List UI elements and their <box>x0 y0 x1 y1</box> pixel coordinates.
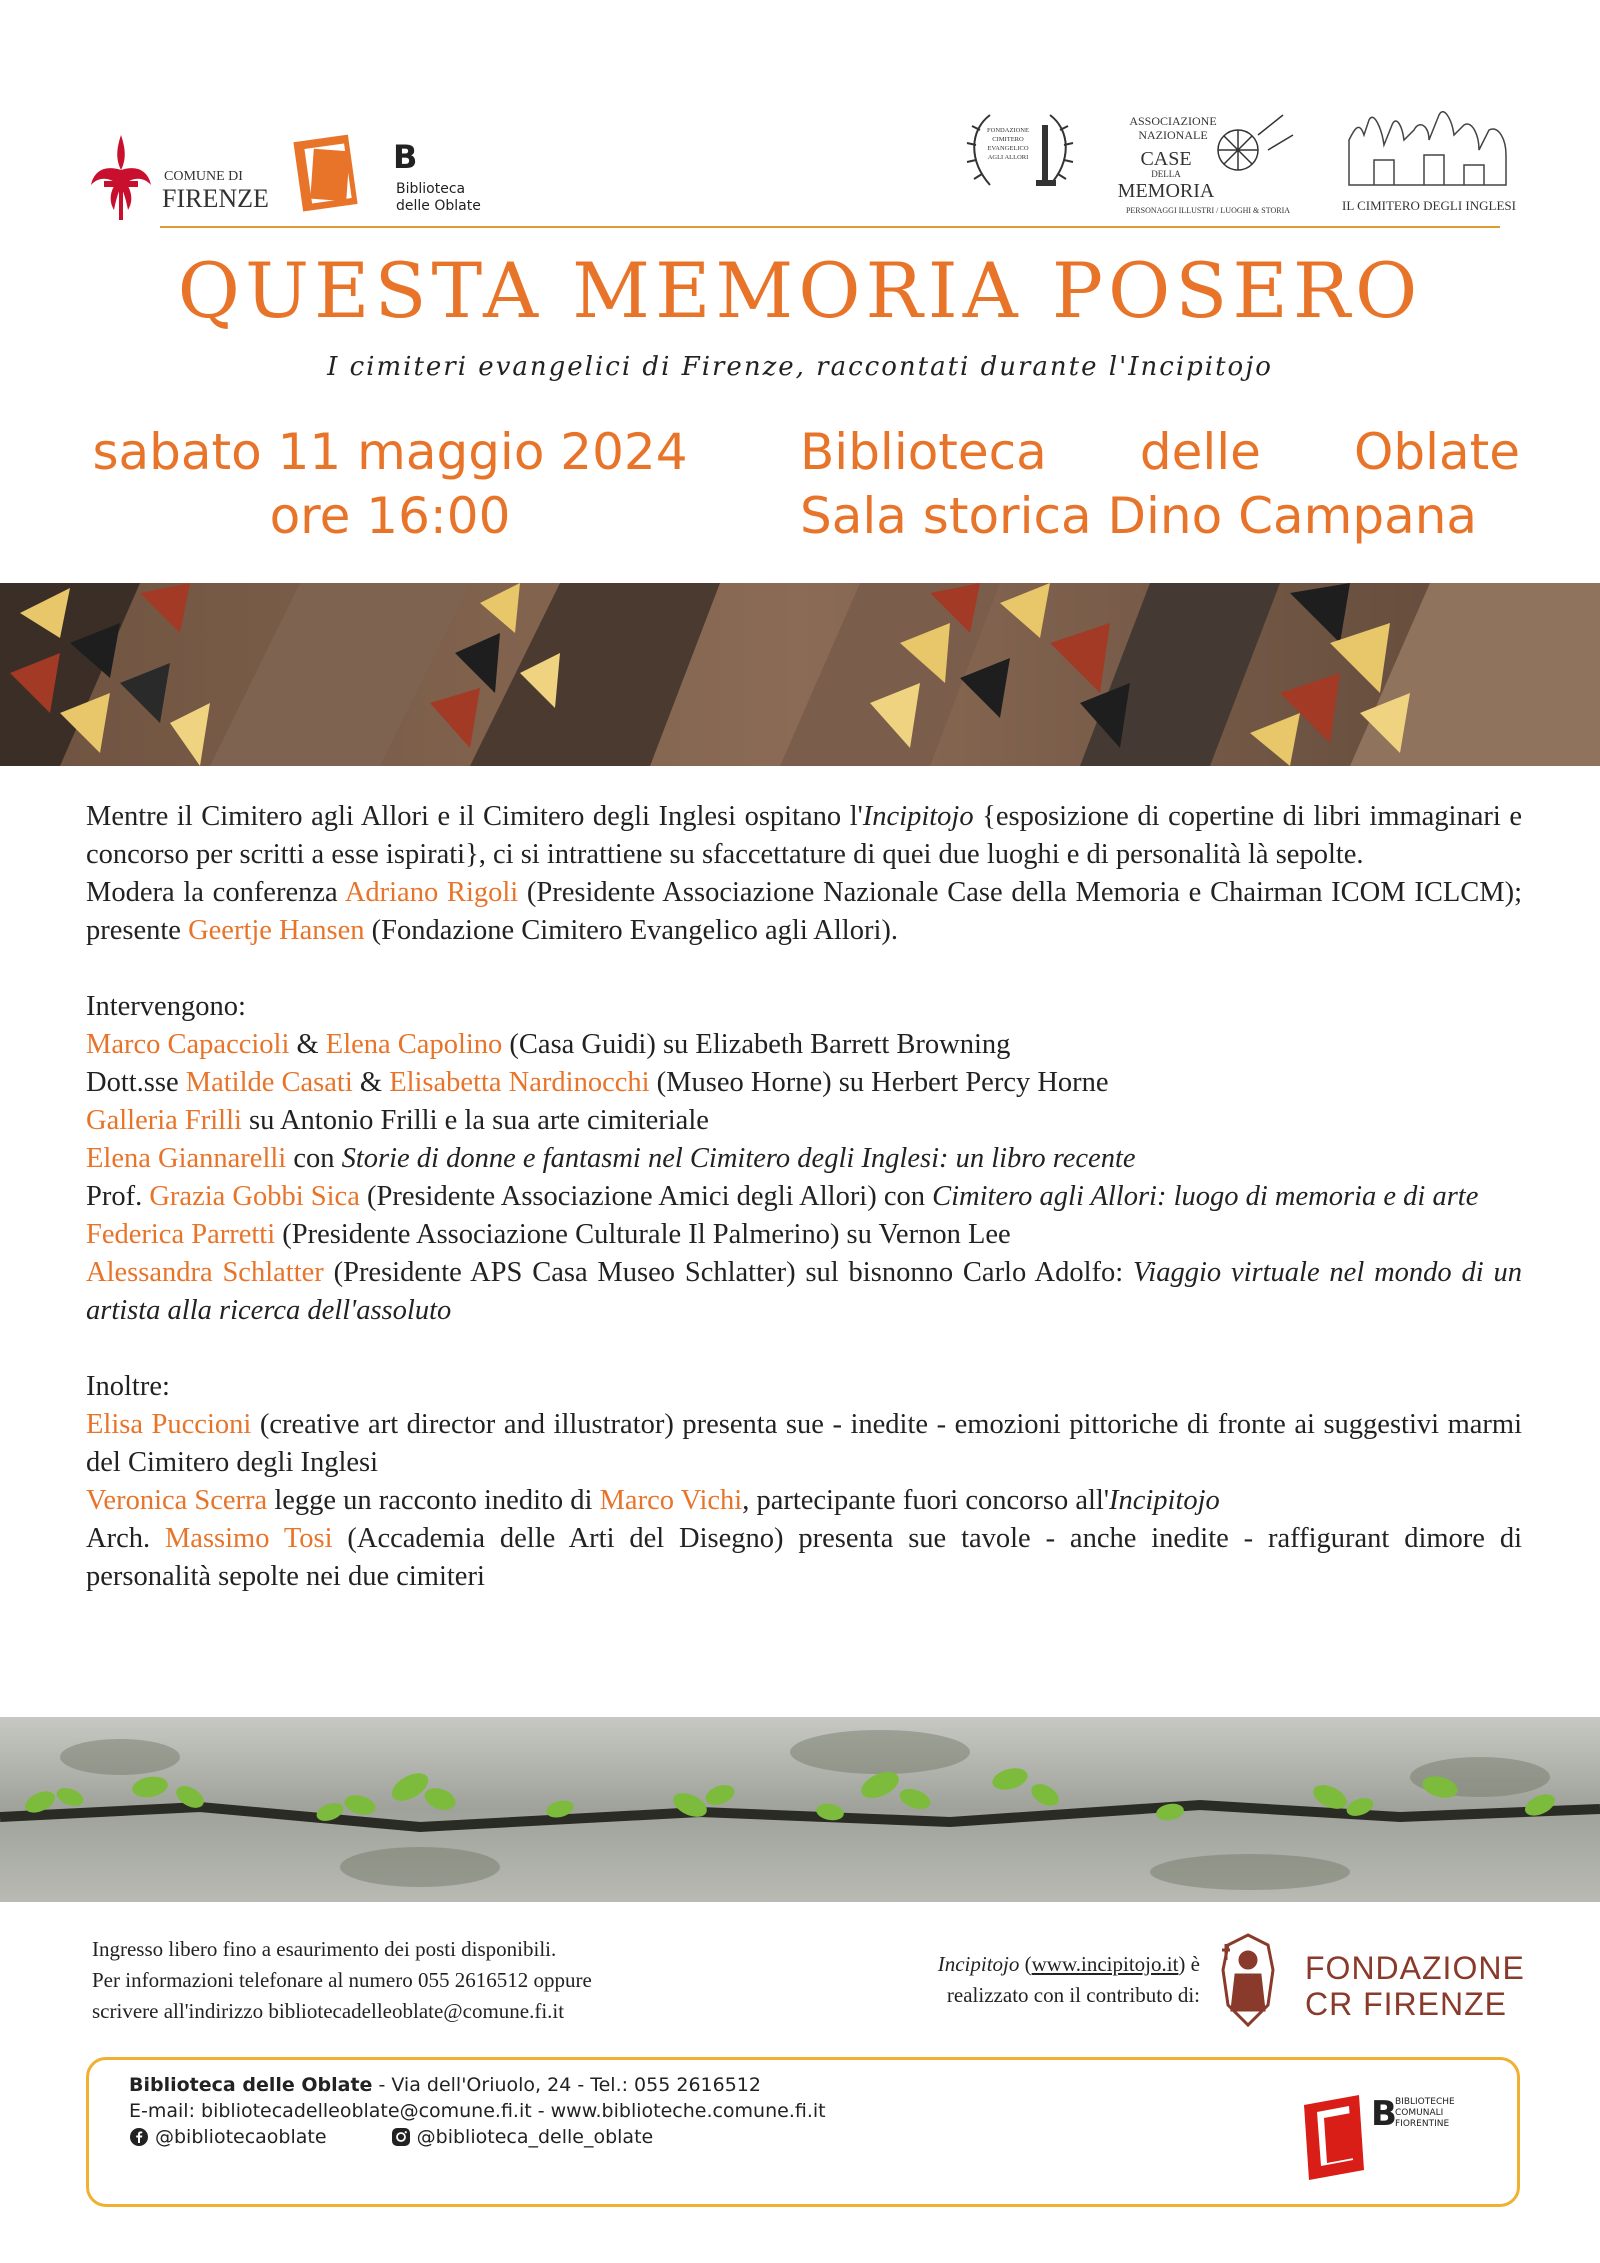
speaker-name: Federica Parretti <box>86 1219 276 1250</box>
speaker-line-4 <box>86 1140 1522 1178</box>
speakers-heading: Intervengono: <box>86 991 246 1022</box>
speaker-line-1 <box>86 1026 1522 1064</box>
speaker-prefix: Dott.sse <box>86 1067 186 1098</box>
firenze-logo-line1: COMUNE DI <box>164 169 243 184</box>
instagram-handle[interactable] <box>391 2124 654 2150</box>
speaker-name: Elena Giannarelli <box>86 1143 287 1174</box>
intro-paragraph-2 <box>86 874 1522 950</box>
speaker-title: Storie di donne e fantasmi nel Cimitero degli Inglesi: un libro recente <box>341 1143 1136 1174</box>
case-logo-line1: ASSOCIAZIONE <box>1129 114 1217 128</box>
bcf-logo-line1: BIBLIOTECHE <box>1395 2097 1455 2107</box>
speaker-connector: con <box>286 1143 342 1174</box>
event-description <box>86 798 1522 1596</box>
speaker-prefix: Prof. <box>86 1181 150 1212</box>
wheel-icon <box>1218 115 1293 170</box>
speaker-name: Elena Capolino <box>325 1029 503 1060</box>
incipitojo-link[interactable]: www.incipitojo.it <box>1031 1952 1179 1976</box>
instagram-icon <box>391 2127 411 2147</box>
incipitojo-name: Incipitojo <box>937 1952 1020 1976</box>
cimitero-inglesi-logo <box>1334 100 1524 220</box>
contact-email-web: E-mail: bibliotecadelleoblate@comune.fi.it - www.biblioteche.comune.fi.it <box>129 2100 826 2122</box>
poster-title: QUESTA MEMORIA POSERO <box>177 246 1423 335</box>
speaker-name: Alessandra Schlatter <box>86 1257 324 1288</box>
access-line-1: Ingresso libero fino a esaurimento dei posti disponibili. <box>92 1937 557 1961</box>
venue-room: Sala storica Dino Campana <box>800 487 1478 545</box>
sponsor-note: Incipitojo (www.incipitojo.it) è realizzato con il contributo di: <box>870 1949 1200 2011</box>
intro-text: Mentre il Cimitero agli Allori e il Cimitero degli Inglesi ospitano l' <box>86 801 863 832</box>
moderator-role: (Presidente Associazione Nazionale Case della Memoria e Chairman ICOM ICLCM); presente <box>86 877 1523 946</box>
case-logo-line6: PERSONAGGI ILLUSTRI / LUOGHI & STORIA <box>1125 206 1291 215</box>
allori-logo-line4: AGLI ALLORI <box>987 154 1029 161</box>
access-line-2: Per informazioni telefonare al numero 055 2616512 oppure <box>92 1968 592 1992</box>
event-venue <box>800 420 1520 548</box>
florence-lily-icon <box>91 135 151 220</box>
incipitojo-title: Incipitojo <box>1108 1485 1220 1516</box>
poster-subtitle: I cimiteri evangelici di Firenze, raccontati durante l'Incipitojo <box>327 352 1273 382</box>
moderator-intro: Modera la conferenza <box>86 877 345 908</box>
speaker-role: (Presidente APS Casa Museo Schlatter) sul bisnonno Carlo Adolfo: <box>323 1257 1133 1288</box>
author-name: Marco Vichi <box>599 1485 743 1516</box>
speaker-topic: (creative art director and illustrator) presenta sue - inedite - emozioni pittoriche di fronte ai suggestivi marmi del Cimitero degli Inglesi <box>86 1409 1522 1478</box>
firenze-logo-line2: FIRENZE <box>162 184 269 213</box>
fondazione-allori-logo <box>960 100 1080 200</box>
intro-incipitojo: Incipitojo <box>862 801 974 832</box>
allori-logo-line1: FONDAZIONE <box>987 127 1029 134</box>
speaker-connector: legge un racconto inedito di <box>267 1485 600 1516</box>
obelisk-icon <box>1036 125 1056 186</box>
bcf-logo-letter: B <box>1371 2094 1397 2134</box>
extras-line-1 <box>86 1406 1522 1482</box>
speaker-amp: & <box>352 1067 390 1098</box>
case-logo-line4: DELLA <box>1151 169 1181 179</box>
speaker-role: (Presidente Associazione Amici degli Allori) con <box>359 1181 933 1212</box>
stone-sprouts-photo <box>0 1717 1600 1902</box>
speaker-topic: , partecipante fuori concorso all' <box>742 1485 1109 1516</box>
contact-box <box>86 2057 1520 2207</box>
oblate-logo-line2: delle Oblate <box>396 198 481 214</box>
venue-word-2: delle <box>1139 423 1261 481</box>
biblioteca-oblate-logo <box>298 128 481 223</box>
allori-logo-line3: EVANGELICO <box>987 145 1029 152</box>
speaker-topic: (Museo Horne) su Herbert Percy Horne <box>649 1067 1109 1098</box>
contact-details <box>129 2072 826 2154</box>
mosaic-photo <box>0 583 1600 766</box>
speaker-name: Marco Capaccioli <box>86 1029 290 1060</box>
speaker-name: Elisa Puccioni <box>86 1409 252 1440</box>
speaker-name: Grazia Gobbi Sica <box>149 1181 360 1212</box>
oblate-logo-line1: Biblioteca <box>396 181 466 197</box>
facebook-handle[interactable] <box>129 2124 327 2150</box>
cypress-hill-icon <box>1349 112 1506 185</box>
instagram-handle-text: @biblioteca_delle_oblate <box>416 2126 654 2148</box>
speaker-name: Matilde Casati <box>185 1067 353 1098</box>
bcf-book-icon <box>1304 2095 1364 2180</box>
extras-heading: Inoltre: <box>86 1371 170 1402</box>
contact-library-name: Biblioteca delle Oblate <box>129 2074 373 2096</box>
speaker-amp: & <box>289 1029 326 1060</box>
speaker-line-7 <box>86 1254 1522 1330</box>
speaker-name: Elisabetta Nardinocchi <box>389 1067 650 1098</box>
guest-name: Geertje Hansen <box>188 915 365 946</box>
moderator-name: Adriano Rigoli <box>344 877 519 908</box>
guest-role: (Fondazione Cimitero Evangelico agli Allori). <box>364 915 899 946</box>
speaker-name: Massimo Tosi <box>164 1523 333 1554</box>
speaker-title: Viaggio virtuale nel mondo di un artista alla ricerca dell'assoluto <box>86 1257 1523 1326</box>
biblioteche-comunali-fiorentine-logo <box>1299 2080 1469 2195</box>
case-logo-line2: NAZIONALE <box>1138 128 1208 142</box>
case-logo-line5: MEMORIA <box>1117 180 1215 202</box>
speaker-prefix: Arch. <box>86 1523 165 1554</box>
facebook-handle-text: @bibliotecaoblate <box>155 2126 327 2148</box>
speaker-topic: (Casa Guidi) su Elizabeth Barrett Browning <box>502 1029 1011 1060</box>
speaker-title: Cimitero agli Allori: luogo di memoria e di arte <box>932 1181 1479 1212</box>
event-date: sabato 11 maggio 2024 <box>92 423 688 481</box>
extras-line-2 <box>86 1482 1522 1520</box>
venue-word-1: Biblioteca <box>800 423 1047 481</box>
facebook-icon <box>129 2127 149 2147</box>
case-logo-line3: CASE <box>1140 148 1192 170</box>
speaker-topic: (Accademia delle Arti del Disegno) presenta sue tavole - anche inedite - raffigurant dimore di personalità sepolte nei due cimiteri <box>86 1523 1522 1592</box>
cr-firenze-line2: CR FIRENZE <box>1305 1986 1507 2022</box>
event-time: ore 16:00 <box>269 487 511 545</box>
cimitero-inglesi-label: IL CIMITERO DEGLI INGLESI <box>1342 198 1516 213</box>
speaker-line-5 <box>86 1178 1522 1216</box>
sponsor-note-line2: realizzato con il contributo di: <box>946 1983 1200 2007</box>
sponsor-note-verb: è <box>1185 1952 1200 1976</box>
venue-word-3: Oblate <box>1353 423 1520 481</box>
access-info <box>92 1934 712 2027</box>
speaker-line-3 <box>86 1102 1522 1140</box>
cr-firenze-line1: FONDAZIONE <box>1305 1950 1525 1986</box>
cr-firenze-emblem-icon <box>1222 1935 1273 2025</box>
cr-firenze-text <box>1305 1950 1525 2022</box>
speaker-line-2 <box>86 1064 1522 1102</box>
intro-text-cont: {esposizione di copertine di libri immaginari e concorso per scritti a esse ispirati}, ci si intrattiene su sfaccettature di quei due luoghi e di personalità là sepolte. <box>86 801 1522 870</box>
bcf-logo-line3: FIORENTINE <box>1395 2119 1450 2129</box>
extras-line-3 <box>86 1520 1522 1596</box>
oblate-book-icon <box>293 135 357 212</box>
comune-firenze-logo <box>86 125 286 225</box>
allori-logo-line2: CIMITERO <box>992 136 1024 143</box>
oblate-logo-letter: B <box>393 138 418 176</box>
contact-address: - Via dell'Oriuolo, 24 - Tel.: 055 2616512 <box>372 2074 761 2096</box>
speaker-line-6 <box>86 1216 1522 1254</box>
access-line-3: scrivere all'indirizzo bibliotecadelleoblate@comune.fi.it <box>92 1999 565 2023</box>
speaker-name: Veronica Scerra <box>86 1485 268 1516</box>
intro-paragraph-1 <box>86 798 1522 874</box>
speaker-topic: (Presidente Associazione Culturale Il Palmerino) su Vernon Lee <box>275 1219 1011 1250</box>
event-datetime <box>80 420 700 548</box>
header-rule <box>160 226 1500 228</box>
bcf-logo-line2: COMUNALI <box>1395 2108 1444 2118</box>
speaker-name: Galleria Frilli <box>86 1105 242 1136</box>
case-della-memoria-logo <box>1118 105 1298 220</box>
speaker-topic: su Antonio Frilli e la sua arte cimiteriale <box>241 1105 709 1136</box>
